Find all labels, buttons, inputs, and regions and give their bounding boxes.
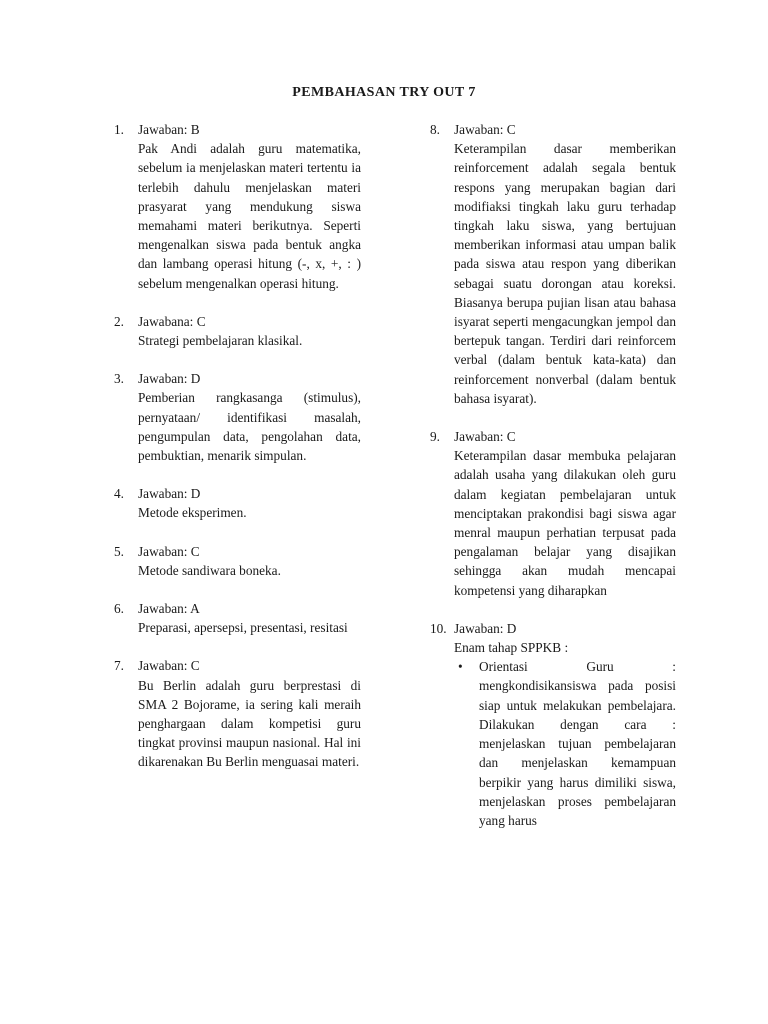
explanation-text: Strategi pembelajaran klasikal. <box>138 333 303 349</box>
answer-key: Jawaban: C <box>454 429 516 445</box>
answer-item <box>114 656 361 771</box>
item-number: 8. <box>430 122 440 137</box>
item-body <box>138 369 361 465</box>
answer-item <box>430 427 676 600</box>
item-body <box>454 619 676 830</box>
answer-item <box>114 120 361 293</box>
explanation-text: Metode eksperimen. <box>138 505 247 521</box>
answer-item <box>114 369 361 465</box>
answer-key: Jawaban: D <box>454 620 517 636</box>
answer-key: Jawaban: C <box>138 658 200 674</box>
item-body <box>138 120 361 293</box>
item-number: 2. <box>114 313 124 329</box>
item-number: 7. <box>114 658 124 674</box>
answer-key: Jawaban: D <box>138 371 201 387</box>
item-body <box>138 656 361 771</box>
explanation-text: Bu Berlin adalah guru berprestasi di SMA 2 Bojorame, ia sering kali meraih penghargaan dalam kompetisi guru tingkat provinsi maupun nasional. Hal ini dikarenakan Bu Berlin menguasai materi. <box>138 677 361 770</box>
bullet-item <box>454 657 676 830</box>
explanation-text: Keterampilan dasar memberikan reinforcement adalah segala bentuk respons yang merupakan bagian dari modifiaksi tingkah laku guru terhadap tingkah laku siswa, yang bertujuan memberikan informasi atau umpan balik pada siswa atau respon yang diberikan sebagai suatu dorongan atau koreksi. Biasanya berupa pujian lisan atau bahasa isyarat seperti mengacungkan jempol dan bertepuk tangan. Terdiri dari reinforcem verbal (dalam bentuk kata-kata) dan reinforcement nonverbal (dalam bentuk bahasa isyarat). <box>454 141 676 406</box>
explanation-text: Metode sandiwara boneka. <box>138 562 281 578</box>
right-column <box>430 120 676 849</box>
answer-item <box>114 484 361 522</box>
answer-key: Jawaban: A <box>138 601 200 617</box>
explanation-text: Keterampilan dasar membuka pelajaran adalah usaha yang dilakukan oleh guru dalam kegiatan pembelajaran untuk menciptakan prakondisi bagi siswa agar menral maupun perhatian terpusat pada pengalaman belajar yang disajikan sehingga akan mudah mencapai kompetensi yang diharapkan <box>454 448 676 598</box>
bullet-list <box>454 657 676 830</box>
item-body <box>454 120 676 408</box>
answer-key: Jawaban: D <box>138 486 201 502</box>
item-number: 4. <box>114 486 124 502</box>
item-number: 3. <box>114 371 124 387</box>
item-body <box>138 542 361 580</box>
answer-item <box>114 599 361 637</box>
page-title: PEMBAHASAN TRY OUT 7 <box>292 85 476 100</box>
answer-key: Jawaban: B <box>138 122 200 137</box>
item-number: 10. <box>430 620 447 636</box>
item-body <box>454 427 676 600</box>
left-column <box>114 120 361 791</box>
item-number: 5. <box>114 543 124 559</box>
item-body <box>138 312 361 350</box>
item-body <box>138 484 361 522</box>
item-number: 1. <box>114 122 124 137</box>
answer-key: Jawaban: C <box>454 122 516 137</box>
answer-item <box>114 542 361 580</box>
section-intro-text: Enam tahap SPPKB : <box>454 640 569 656</box>
bullet-dot-icon: • <box>458 659 463 675</box>
answer-item <box>430 120 676 408</box>
item-number: 9. <box>430 429 440 445</box>
item-body <box>138 599 361 637</box>
answer-key: Jawaban: C <box>138 543 200 559</box>
answer-key: Jawabana: C <box>138 313 206 329</box>
explanation-text: Pak Andi adalah guru matematika, sebelum ia menjelaskan materi tertentu ia terlebih dahulu menjelaskan materi prasyarat yang mendukung siswa memahami materi berikutnya. Seperti mengenalkan siswa pada bentuk angka dan lambang operasi hitung (-, x, +, : ) sebelum mengenalkan operasi hitung. <box>138 141 361 291</box>
explanation-text: Preparasi, apersepsi, presentasi, resitasi <box>138 620 348 636</box>
bullet-text: Orientasi Guru : mengkondisikansiswa pada posisi siap untuk melakukan pembelajara. Dilakukan dengan cara : menjelaskan tujuan pembelajaran dan menjelaskan kemampuan berpikir yang harus dimiliki siswa, menjelaskan proses pembelajaran yang harus <box>479 659 676 828</box>
item-number: 6. <box>114 601 124 617</box>
answer-item <box>114 312 361 350</box>
explanation-text: Pemberian rangkasanga (stimulus), pernyataan/ identifikasi masalah, pengumpulan data, pengolahan data, pembuktian, menarik simpulan. <box>138 390 361 464</box>
answer-item <box>430 619 676 830</box>
